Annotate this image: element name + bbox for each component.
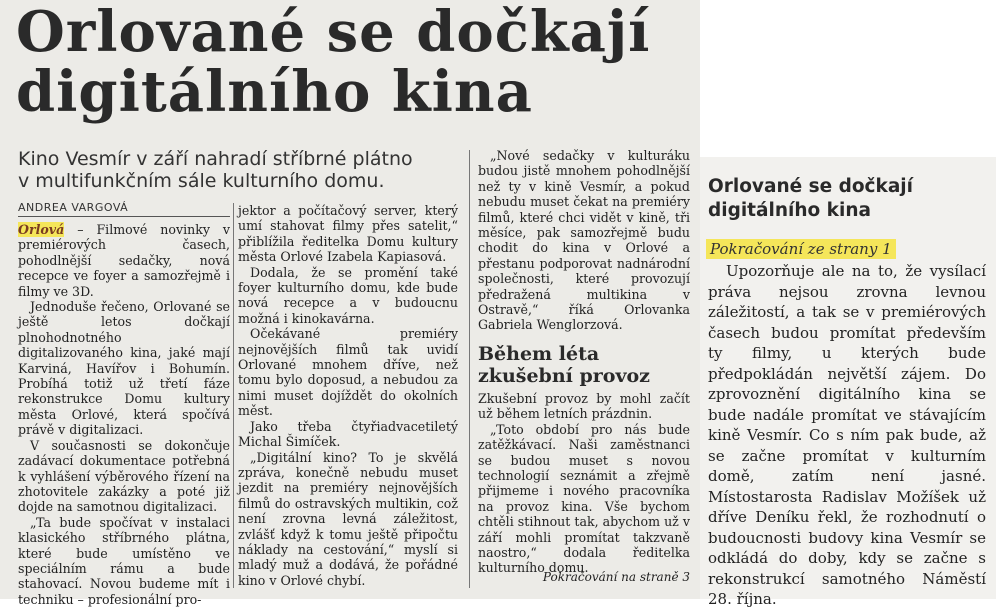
paragraph: jektor a počítačový server, který umí stahovat filmy přes satelit,“ přiblížila ředitelka Domu kultury města Orlové Izabela Kapiasová. — [238, 203, 458, 265]
paragraph: „Nové sedačky v kulturáku budou jistě mnohem pohodlnější než ty v kině Vesmír, a pokud nebudu muset čekat na premiéry filmů, které chci vidět v kině, tři měsíce, pak samozřejmě budu chodit do kina v Orlové a přestanu podporovat nadnárodní společnosti, které provozují předražená multikina v Ostravě,“ říká Orlovanka Gabriela Wenglorzová. — [478, 148, 690, 333]
continuation-headline: Orlované se dočkají digitálního kina — [708, 176, 913, 221]
headline-line-2: digitálního kina — [16, 59, 533, 125]
article-subheadline — [18, 148, 458, 192]
lead-paragraph — [18, 222, 230, 299]
paragraph: „Ta bude spočívat v instalaci klasického stříbrného plátna, které bude umístěno ve speciálním rámu a bude stahovací. Novou budeme mít i techniku – profesionální pro- — [18, 514, 230, 607]
paragraph: Jednoduše řečeno, Orlované se ještě letos dočkají plnohodnotného digitalizovaného kina, jaké mají Karviná, Havířov i Bohumín. Probíhá totiž už třetí fáze rekonstrukce Domu kultury města Orlové, která spočívá právě v digitalizaci. — [18, 299, 230, 438]
headline-line-1: Orlované se dočkají — [16, 0, 651, 65]
paragraph: Dodala, že se promění také foyer kulturního domu, kde bude nová recepce a v budoucnu možná i kinokavárna. — [238, 264, 458, 326]
paragraph: Jako třeba čtyřiadvacetiletý Michal Šimíček. — [238, 418, 458, 450]
column-divider — [469, 150, 470, 588]
article-column-2 — [238, 203, 458, 588]
column-divider — [233, 203, 234, 588]
subhead-line-2: v multifunkčním sále kulturního domu. — [18, 170, 385, 192]
paragraph: „Toto období pro nás bude zatěžkávací. Naši zaměstnanci se budou muset s novou technologií seznámit a zřejmě přijmeme i nového pracovníka na provoz kina. Vše bychom chtěli stihnout tak, abychom už v září mohli promítat takzvaně naostro,“ dodala ředitelka kulturního domu. — [478, 421, 690, 576]
paragraph: Očekávané premiéry nejnovějších filmů tak uvidí Orlované mnohem dříve, než tomu bylo doposud, a nebudou za nimi muset dojíždět do okolních měst. — [238, 326, 458, 419]
section-heading: Během léta zkušební provoz — [478, 342, 650, 387]
paragraph: V současnosti se dokončuje zadávací dokumentace potřebná k vyhlášení výběrového řízení na zhotovitele zakázky a poté již dojde na samotnou digitalizaci. — [18, 437, 230, 515]
continuation-text: Upozorňuje ale na to, že vysílací práva nejsou zrovna levnou záležitostí, a tak se v premiérových časech budou promítat především ty filmy, u kterých bude předpokládán největší zájem. Do zprovoznění digitálního kina se bude nadále promítat ve stávajícím kině Vesmír. Co s ním pak bude, až se začne promítat v kulturním domě, zatím není jasné. Místostarosta Radislav Možíšek už dříve Deníku řekl, že rozhodnutí o budoucnosti budovy kina Vesmír se odkládá do doby, kdy se začne s rekonstrukcí samotného Náměstí 28. října. — [708, 262, 986, 608]
continued-from-note: Pokračování ze strany 1 — [706, 239, 896, 259]
author-byline: ANDREA VARGOVÁ — [18, 201, 230, 217]
paragraph: „Digitální kino? To je skvělá zpráva, konečně nebudu muset jezdit na premiéry nejnovějších filmů do ostravských multikin, což není zrovna levná záležitost, zvlášť když k tomu ještě připočtu náklady na cestování,“ myslí si mladý muž a dodává, že pořádné kino v Orlové chybí. — [238, 449, 458, 588]
article-headline — [16, 0, 700, 125]
lead-text: – Filmové novinky v premiérových časech, pohodlnější sedačky, nová recepce ve foyer a samozřejmě i filmy ve 3D. — [18, 222, 230, 299]
continued-note: Pokračování na straně 3 — [542, 570, 690, 584]
article-column-3 — [478, 148, 690, 576]
article-column-1 — [18, 222, 230, 607]
place-name: Orlová — [18, 222, 65, 237]
continuation-clipping — [700, 157, 996, 608]
subhead-line-1: Kino Vesmír v září nahradí stříbrné plátno — [18, 148, 413, 170]
paragraph: Zkušební provoz by mohl začít už během letních prázdnin. — [478, 390, 690, 422]
